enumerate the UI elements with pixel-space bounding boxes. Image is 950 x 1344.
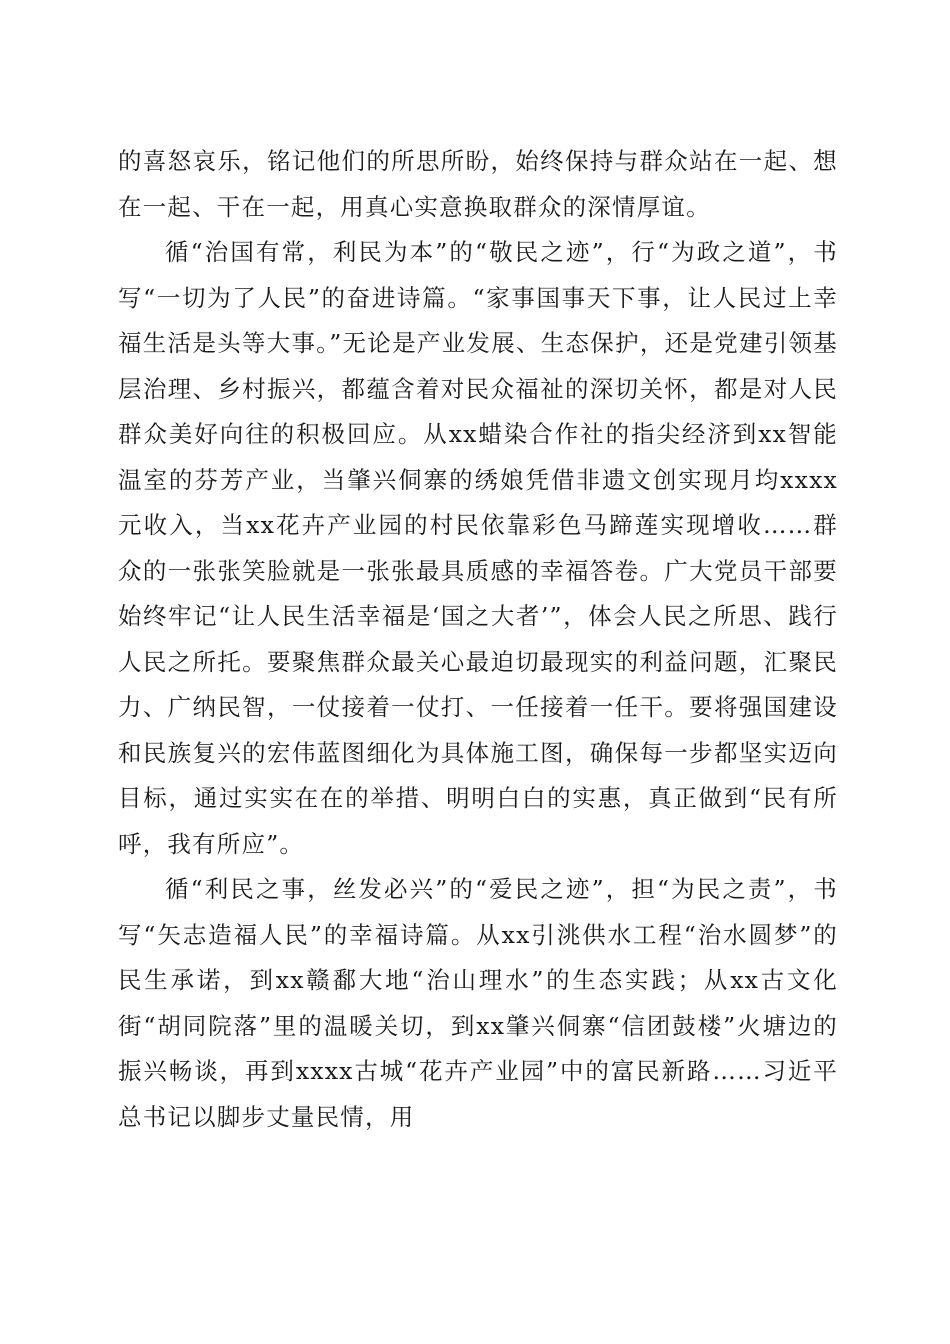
paragraph-1: 的喜怒哀乐，铭记他们的所思所盼，始终保持与群众站在一起、想在一起、干在一起，用真心实意换取群众的深情厚谊。 (118, 147, 838, 221)
paragraph-3: 循“利民之事，丝发必兴”的“爱民之迹”，担“为民之责”，书写“矢志造福人民”的幸福诗篇。从xx引洮供水工程“治水圆梦”的民生承诺，到xx赣鄱大地“治山理水”的生态实践；从xx古文化街“胡同院落”里的温暖关切，到xx肇兴侗寨“信团鼓楼”火塘边的振兴畅谈，再到xxxx古城“花卉产业园”中的富民新路……习近平总书记以脚步丈量民情，用 (118, 875, 838, 1131)
paragraph-2: 循“治国有常，利民为本”的“敬民之迹”，行“为政之道”，书写“一切为了人民”的奋进诗篇。“家事国事天下事，让人民过上幸福生活是头等大事。”无论是产业发展、生态保护，还是党建引领基层治理、乡村振兴，都蕴含着对民众福祉的深切关怀，都是对人民群众美好向往的积极回应。从xx蜡染合作社的指尖经济到xx智能温室的芬芳产业，当肇兴侗寨的绣娘凭借非遗文创实现月均xxxx元收入，当xx花卉产业园的村民依靠彩色马蹄莲实现增收……群众的一张张笑脸就是一张张最具质感的幸福答卷。广大党员干部要始终牢记“让人民生活幸福是‘国之大者’”，体会人民之所思、践行人民之所托。要聚焦群众最关心最迫切最现实的利益问题，汇聚民力、广纳民智，一仗接着一仗打、一任接着一任干。要将强国建设和民族复兴的宏伟蓝图细化为具体施工图，确保每一步都坚实迈向目标，通过实实在在的举措、明明白白的实惠，真正做到“民有所呼，我有所应”。 (118, 238, 838, 858)
body-text (118, 139, 838, 1140)
